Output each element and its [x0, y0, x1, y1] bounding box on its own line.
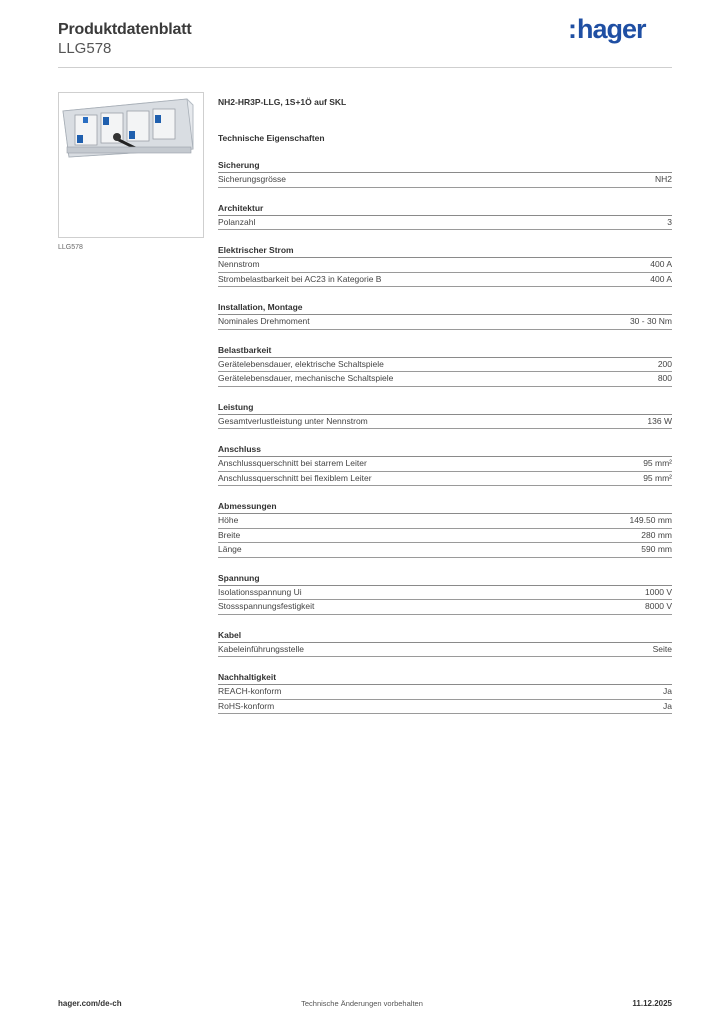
- spec-value: Ja: [663, 686, 672, 696]
- spec-row: [218, 173, 672, 188]
- page-title: Produktdatenblatt: [58, 21, 192, 38]
- spec-group: [218, 203, 672, 231]
- spec-group-title: Sicherung: [218, 160, 672, 173]
- spec-row: [218, 472, 672, 487]
- header-divider: [58, 67, 672, 68]
- image-caption: LLG578: [58, 244, 83, 251]
- spec-row: [218, 273, 672, 288]
- spec-value: Seite: [652, 643, 672, 654]
- spec-label: Anschlussquerschnitt bei starrem Leiter: [218, 458, 367, 468]
- section-title: Technische Eigenschaften: [218, 133, 325, 143]
- spec-groups: [218, 160, 672, 714]
- spec-label: Sicherungsgrösse: [218, 174, 287, 184]
- spec-group-title: Installation, Montage: [218, 302, 672, 315]
- spec-label: Strombelastbarkeit bei AC23 in Kategorie B: [218, 273, 382, 284]
- spec-label: Breite: [218, 529, 241, 540]
- spec-group-title: Architektur: [218, 203, 672, 216]
- spec-label: Polanzahl: [218, 216, 256, 227]
- spec-label: Länge: [218, 544, 242, 554]
- spec-value: 95 mm²: [643, 472, 672, 483]
- spec-group-title: Elektrischer Strom: [218, 245, 672, 258]
- spec-group-title: Nachhaltigkeit: [218, 672, 672, 685]
- spec-value: 8000 V: [645, 601, 672, 611]
- spec-row: [218, 514, 672, 529]
- spec-group-title: Spannung: [218, 573, 672, 586]
- spec-label: Anschlussquerschnitt bei flexiblem Leiter: [218, 472, 372, 483]
- spec-group: [218, 160, 672, 188]
- spec-group-title: Anschluss: [218, 444, 672, 457]
- spec-group: [218, 345, 672, 387]
- spec-group: [218, 444, 672, 486]
- spec-value: 280 mm: [641, 529, 672, 540]
- spec-group-title: Abmessungen: [218, 501, 672, 514]
- spec-label: Nennstrom: [218, 259, 260, 269]
- spec-value: 400 A: [650, 273, 672, 284]
- spec-value: 200: [657, 358, 672, 369]
- spec-group: [218, 501, 672, 558]
- footer-date: 11.12.2025: [632, 999, 672, 1008]
- spec-row: [218, 685, 672, 700]
- spec-row: [218, 216, 672, 231]
- spec-label: Nominales Drehmoment: [218, 316, 310, 326]
- spec-label: Gerätelebensdauer, mechanische Schaltspiele: [218, 373, 394, 383]
- spec-row: [218, 529, 672, 544]
- spec-row: [218, 457, 672, 472]
- spec-group: [218, 245, 672, 287]
- spec-group: [218, 302, 672, 330]
- spec-value: 95 mm²: [643, 458, 672, 468]
- hager-logo: :hager: [568, 14, 646, 44]
- spec-label: Höhe: [218, 515, 239, 525]
- product-code: LLG578: [58, 40, 112, 57]
- footer-website: hager.com/de-ch: [58, 999, 122, 1008]
- spec-value: 136 W: [647, 415, 672, 426]
- footer-note: Technische Änderungen vorbehalten: [301, 999, 423, 1008]
- spec-content: [218, 97, 672, 714]
- spec-row: [218, 415, 672, 430]
- spec-label: Kabeleinführungsstelle: [218, 643, 305, 654]
- spec-label: REACH-konform: [218, 686, 282, 696]
- spec-value: Ja: [663, 700, 672, 711]
- spec-label: Stossspannungsfestigkeit: [218, 601, 315, 611]
- spec-group: [218, 402, 672, 430]
- spec-group-title: Leistung: [218, 402, 672, 415]
- spec-row: [218, 315, 672, 330]
- spec-label: Gesamtverlustleistung unter Nennstrom: [218, 415, 368, 426]
- spec-row: [218, 258, 672, 273]
- spec-label: Isolationsspannung Ui: [218, 586, 302, 597]
- spec-value: 800: [657, 373, 672, 383]
- spec-value: 3: [667, 216, 672, 227]
- spec-row: [218, 358, 672, 373]
- spec-value: NH2: [654, 174, 672, 184]
- spec-label: Gerätelebensdauer, elektrische Schaltspiele: [218, 358, 384, 369]
- spec-row: [218, 600, 672, 615]
- spec-value: 30 - 30 Nm: [629, 316, 672, 326]
- spec-label: RoHS-konform: [218, 700, 275, 711]
- spec-row: [218, 700, 672, 715]
- spec-group-title: Belastbarkeit: [218, 345, 672, 358]
- logo-text: hager: [577, 14, 646, 44]
- spec-value: 1000 V: [645, 586, 672, 597]
- product-name: NH2-HR3P-LLG, 1S+1Ö auf SKL: [218, 97, 347, 107]
- spec-group: [218, 672, 672, 714]
- product-image: [58, 92, 204, 238]
- spec-group: [218, 573, 672, 615]
- spec-group: [218, 630, 672, 658]
- spec-row: [218, 643, 672, 658]
- spec-group-title: Kabel: [218, 630, 672, 643]
- spec-value: 590 mm: [641, 544, 672, 554]
- spec-value: 400 A: [650, 259, 672, 269]
- spec-value: 149.50 mm: [629, 515, 672, 525]
- product-photo-illustration: [59, 93, 203, 237]
- spec-row: [218, 372, 672, 387]
- spec-row: [218, 543, 672, 558]
- spec-row: [218, 586, 672, 601]
